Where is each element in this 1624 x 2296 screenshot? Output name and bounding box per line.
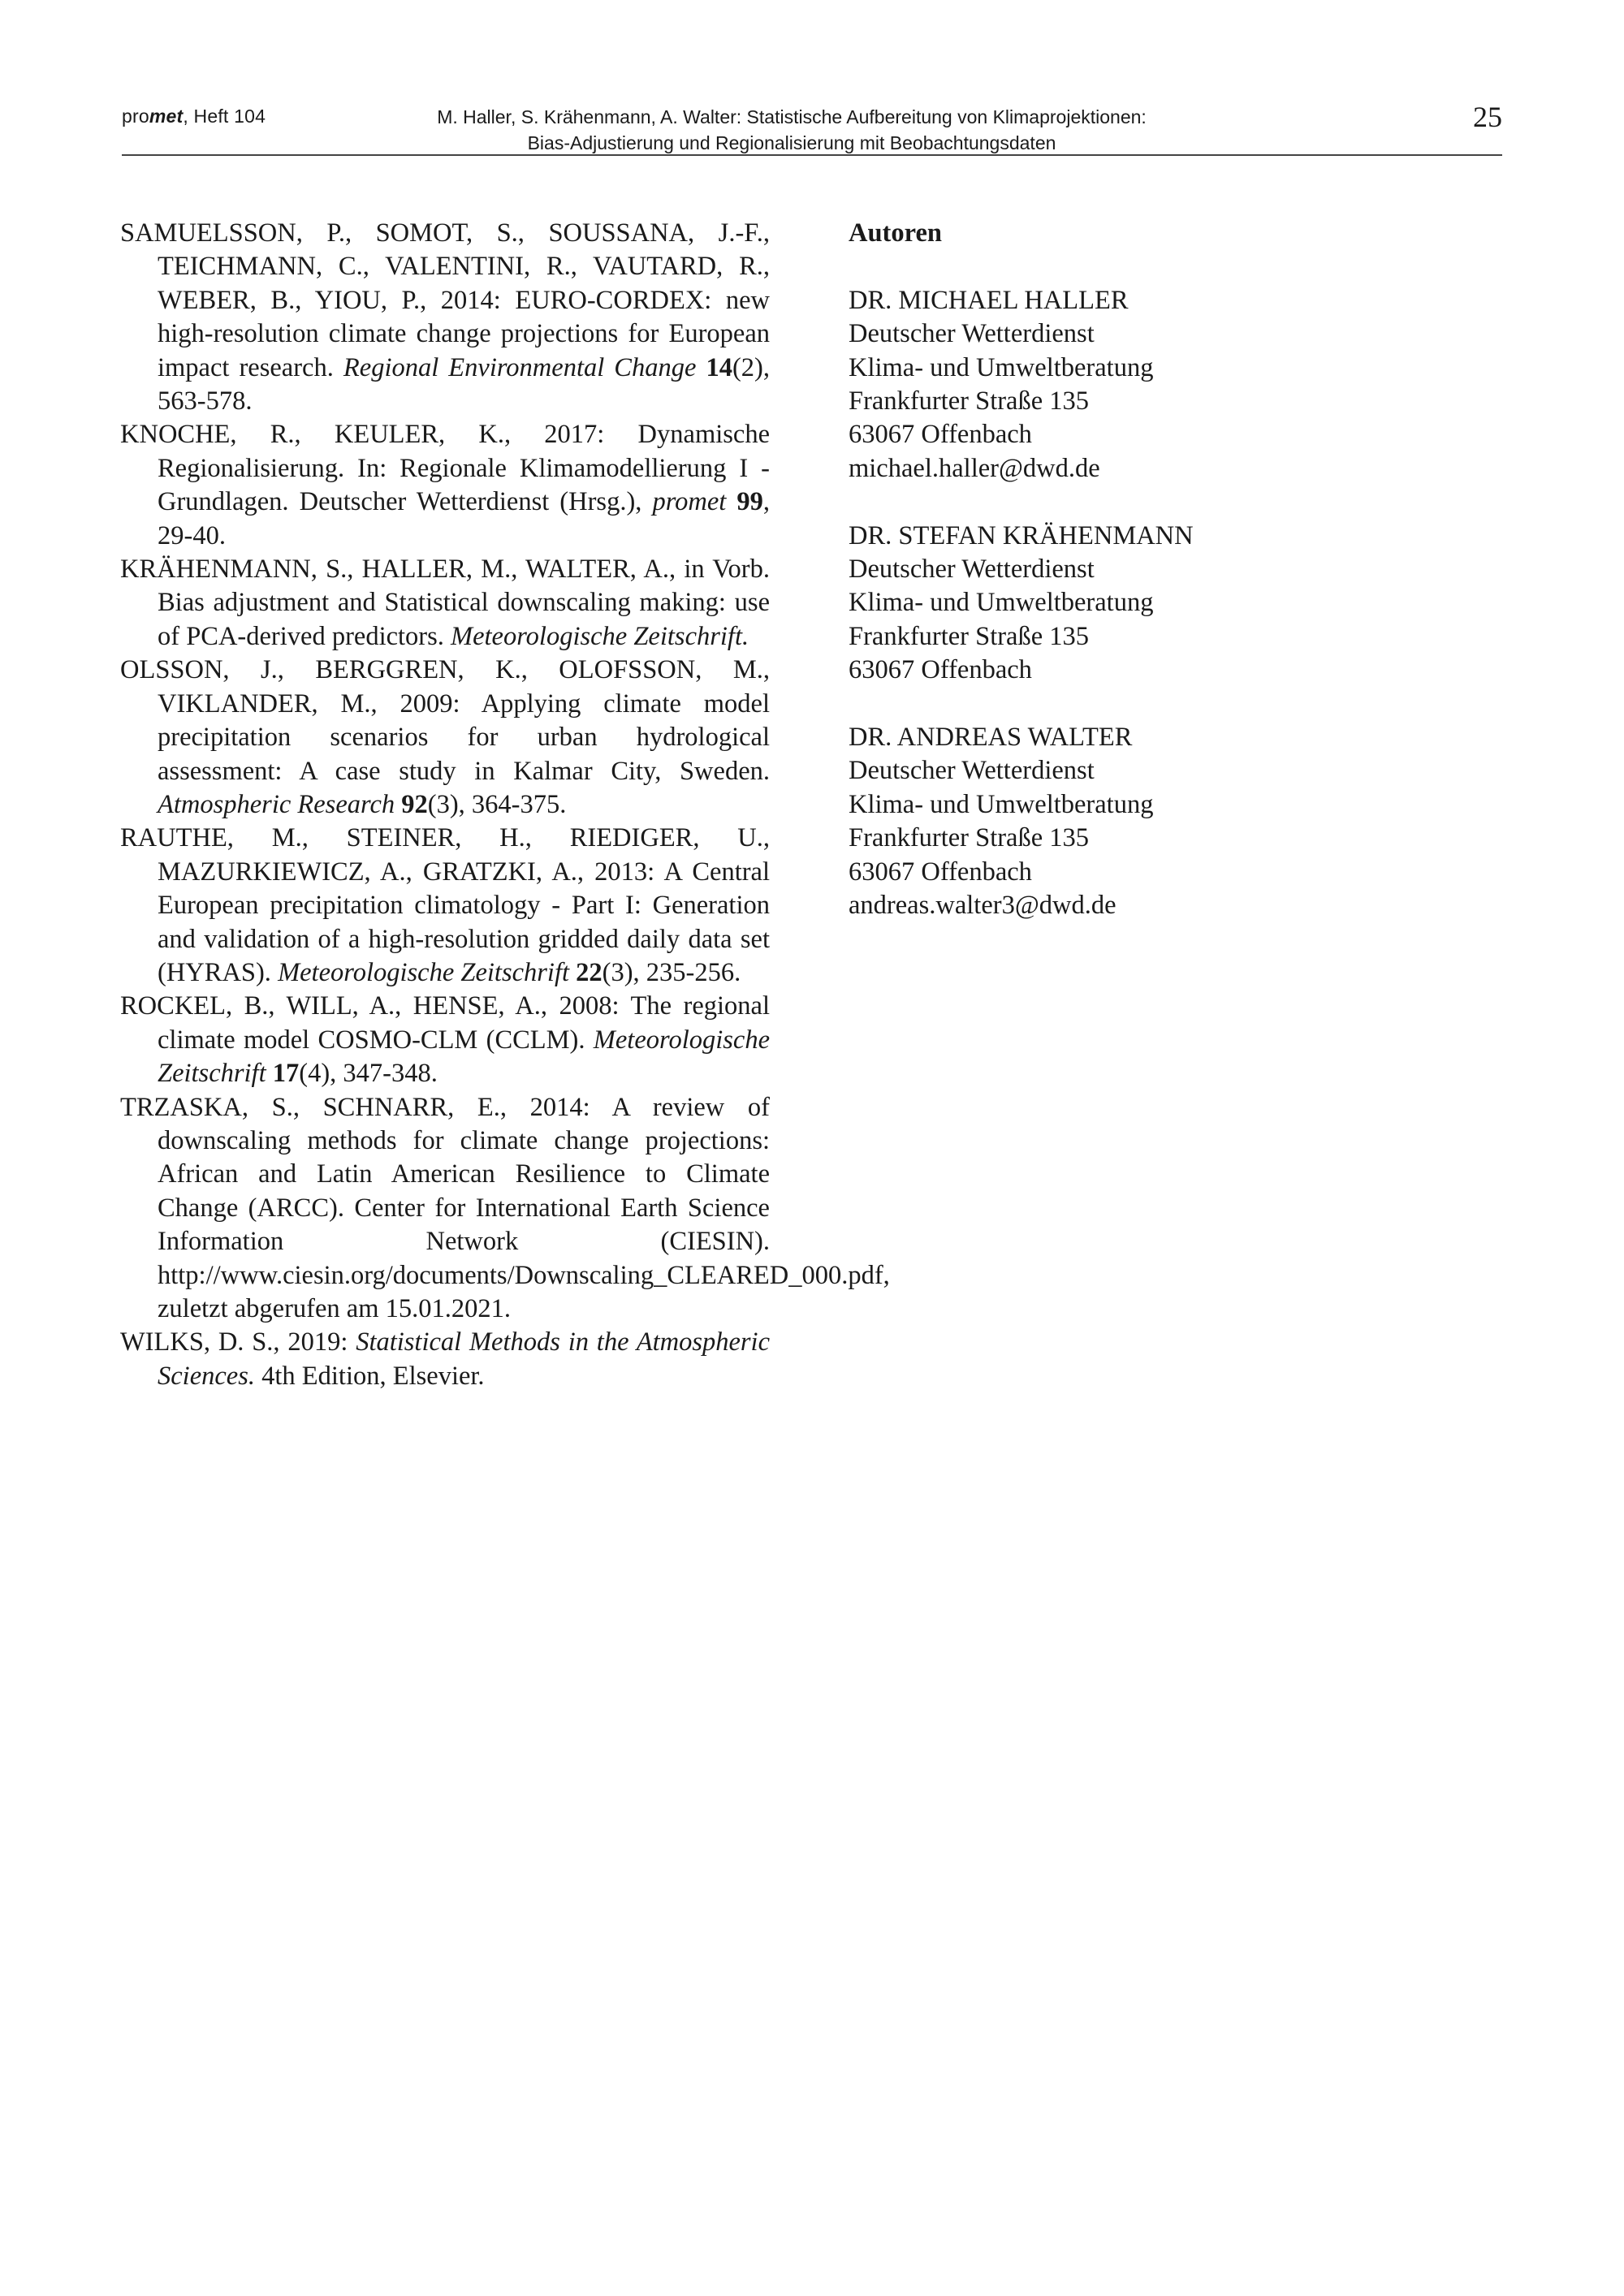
author-email[interactable]: andreas.walter3@dwd.de: [849, 891, 1116, 921]
reference-entry: TRZASKA, S., SCHNARR, E., 2014: A review of downscaling methods for climate change projections: African and Latin American Resilience to Climate Change (ARCC). Center for International Earth Science Information Network (CIESIN). http://www.ciesin.org/documents/Downscaling_CLEARED_000.pdf, zuletzt abgerufen am 15.01.2021.: [120, 1092, 890, 1323]
authors-heading: Autoren: [849, 218, 942, 248]
journal-issue: [122, 106, 266, 127]
author-email[interactable]: michael.haller@dwd.de: [849, 453, 1100, 483]
authors-section: [849, 217, 1466, 956]
author-department: Klima- und Umweltberatung: [849, 789, 1154, 819]
author-name: DR. MICHAEL HALLER: [849, 285, 1129, 315]
author-department: Klima- und Umweltberatung: [849, 352, 1154, 382]
reference-entry: KNOCHE, R., KEULER, K., 2017: Dynamische Regionalisierung. In: Regionale Klimamodellierung I - Grundlagen. Deutscher Wetterdienst (Hrsg.), promet 99, 29-40.: [120, 420, 771, 550]
running-title-line-1: M. Haller, S. Krähenmann, A. Walter: Statistische Aufbereitung von Klimaprojektionen:: [437, 106, 1147, 127]
reference-entry: SAMUELSSON, P., SOMOT, S., SOUSSANA, J.-F., TEICHMANN, C., VALENTINI, R., VAUTARD, R., WEBER, B., YIOU, P., 2014: EURO-CORDEX: new high-resolution climate change projections for European impact research. Regional Environmental Change 14(2), 563-578.: [120, 218, 771, 416]
reference-entry: ROCKEL, B., WILL, A., HENSE, A., 2008: The regional climate model COSMO-CLM (CCLM). Meteorologische Zeitschrift 17(4), 347-348.: [120, 991, 770, 1089]
author-department: Klima- und Umweltberatung: [849, 588, 1154, 618]
author-street: Frankfurter Straße 135: [849, 621, 1090, 651]
author-institution: Deutscher Wetterdienst: [849, 756, 1095, 786]
author-name: DR. ANDREAS WALTER: [849, 723, 1133, 753]
author-institution: Deutscher Wetterdienst: [849, 319, 1095, 349]
author-name: DR. STEFAN KRÄHENMANN: [849, 520, 1194, 550]
reference-entry: OLSSON, J., BERGGREN, K., OLOFSSON, M., VIKLANDER, M., 2009: Applying climate model precipitation scenarios for urban hydrological assessment: A case study in Kalmar City, Sweden. Atmospheric Research 92(3), 364-375.: [120, 655, 770, 819]
issue-label: , Heft 104: [183, 106, 266, 127]
author-block: [849, 520, 1466, 688]
running-title-line-2: Bias-Adjustierung und Regionalisierung mit Beobachtungsdaten: [527, 132, 1056, 153]
reference-entry: RAUTHE, M., STEINER, H., RIEDIGER, U., MAZURKIEWICZ, A., GRATZKI, A., 2013: A Central European precipitation climatology - Part I: Generation and validation of a high-resolution gridded daily data set (HYRAS). Meteorologische Zeitschrift 22(3), 235-256.: [120, 823, 770, 987]
page-number: 25: [1473, 101, 1502, 133]
author-city: 63067 Offenbach: [849, 655, 1032, 685]
running-title: [422, 104, 1161, 156]
reference-list: [120, 217, 890, 1393]
reference-entry: KRÄHENMANN, S., HALLER, M., WALTER, A., in Vorb. Bias adjustment and Statistical downscaling making: use of PCA-derived predictors. Meteorologische Zeitschrift.: [120, 555, 770, 651]
journal-italic: met: [149, 106, 184, 127]
author-institution: Deutscher Wetterdienst: [849, 555, 1095, 585]
author-street: Frankfurter Straße 135: [849, 386, 1090, 416]
reference-entry: WILKS, D. S., 2019: Statistical Methods in the Atmospheric Sciences. 4th Edition, Elsevier.: [120, 1327, 770, 1391]
header-rule: [122, 154, 1502, 156]
author-city: 63067 Offenbach: [849, 857, 1032, 887]
author-street: Frankfurter Straße 135: [849, 823, 1090, 853]
author-block: [849, 284, 1466, 486]
author-block: [849, 721, 1466, 922]
author-city: 63067 Offenbach: [849, 420, 1032, 450]
journal-prefix: pro: [122, 106, 149, 127]
